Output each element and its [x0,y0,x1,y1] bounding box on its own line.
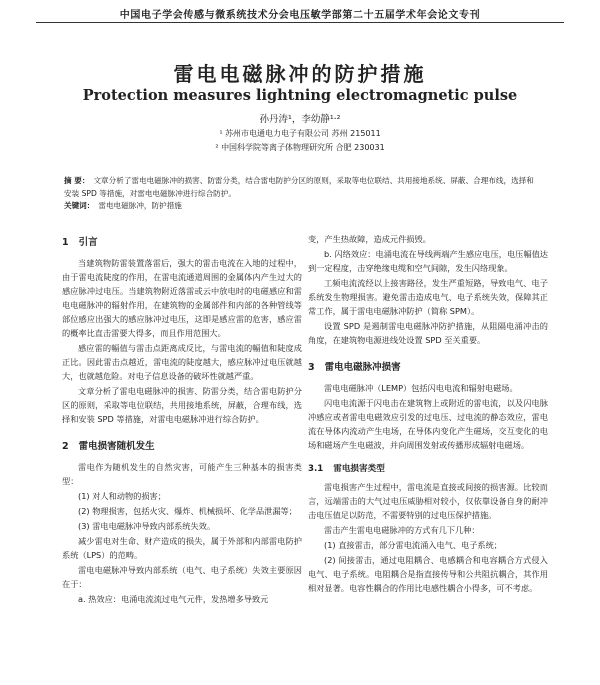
header-divider [36,22,564,23]
authors: 孙丹涛¹，李幼静¹·² [259,114,341,125]
paper-title-chinese: 雷电电磁脉冲的防护措施 [173,62,427,86]
list-item: b. 闪络效应：电涌电流在导线两端产生感应电压，电压幅值达到一定程度，击穿绝缘电缆和空气间隙，发生闪络现象。 [308,249,548,273]
running-header: 中国电子学会传感与微系统技术分会电压敏学部第二十五届学术年会论文专刊 [119,10,481,21]
keywords-text: 雷电电磁脉冲，防护措施 [98,201,182,210]
paragraph: 设置 SPD 是遏制雷电电磁脉冲防护措施，从阻隔电涌冲击的角度，在建筑物电源进线处设置 SPD 至关重要。 [308,321,548,345]
paragraph: 雷击产生雷电电磁脉冲的方式有几下几种： [324,525,480,535]
list-item: (2) 间接雷击，通过电阻耦合、电感耦合和电容耦合方式侵入电气、电子系统。电阻耦合是指直接传导和公共阻抗耦合，其作用相对显著。电容性耦合的作用比电感性耦合小得多，可不考虑。 [308,555,548,593]
list-item: (2) 物理损害，包括火灾、爆炸、机械损坏、化学品泄漏等； [78,506,297,516]
affiliation-2: ² 中国科学院等离子体物理研究所 合肥 230031 [215,143,385,152]
list-item: (1) 直接雷击，部分雷电流涌入电气、电子系统； [324,540,502,550]
paragraph: 感应雷的幅值与雷击点距离成反比，与雷电流的幅值和陡度成正比。因此雷击点越近，雷电流的陡度越大，感应脉冲过电压就越大，也就越危险。对电子信息设备的破坏性就越严重。 [62,343,302,381]
paragraph: 工频电流流经以上接害路径，发生严重短路，导致电气、电子系统发生物理损害。避免雷击造成电气、电子系统失效，保障其正常工作，属于雷电电磁脉冲防护（简称 SPM）。 [308,278,548,316]
paragraph: 雷电电磁脉冲（LEMP）包括闪电电流和辐射电磁场。 [324,383,518,393]
left-column [62,222,302,607]
paper-title-english: Protection measures lightning electromagnetic pulse [82,87,518,104]
keywords [64,200,540,211]
paragraph: 闪电电流源于闪电击在建筑物上或附近的雷电流，以及闪电脉冲感应或者雷电电磁效应引发的过电压、过电流的静态效应，雷电流在导体内流动产生电场，在导体内变化产生磁场，交互变化的电场和磁场产生电磁波，并向周围发射或传播形成辐射电磁场。 [308,398,548,450]
paragraph: 文章分析了雷电电磁脉冲的损害、防雷分类，结合雷电防护分区的原则，采取等电位联结，共用接地系统，屏蔽，合理布线，选择和安装 SPD 等措施，对雷电电磁脉冲进行综合防护。 [62,386,302,424]
right-column [308,232,548,596]
paragraph: 减少雷电对生命、财产造成的损失，属于外部和内部雷电防护系统（LPS）的范畴。 [62,536,302,560]
section-heading-1: 1 引言 [62,237,98,248]
affiliation-1: ¹ 苏州市电通电力电子有限公司 苏州 215011 [219,129,381,138]
keywords-label: 关键词： [64,201,95,210]
section-heading-3: 3 雷电电磁脉冲损害 [308,362,401,373]
paragraph: 当建筑物防雷装置落雷后，强大的雷击电流在入地的过程中，由于雷电流陡度的作用，在雷电流通道周围的金属体内产生过大的感应脉冲过电压。当建筑物附近落雷或云中放电时的电磁感应和雷电电磁脉冲的辐射作用，在建筑物的金属部件和内部的各种管线等部位感应出强大的感应脉冲过电压，这即是感应雷的危害，感应雷的概率比直击雷要大得多，而且作用范围大。 [62,258,302,338]
section-heading-2: 2 雷电损害随机发生 [62,441,155,452]
list-item: a. 热效应：电涌电流流过电气元件，发热增多导致元 [78,594,269,604]
paragraph: 雷电电磁脉冲导致内部系统（电气、电子系统）失效主要原因在于： [62,565,302,589]
subsection-heading-3-1: 3.1 雷电损害类型 [308,464,385,474]
paragraph: 雷电作为随机发生的自然灾害，可能产生三种基本的损害类型： [62,462,302,486]
paragraph: 变，产生热故障，造成元件损毁。 [308,234,431,244]
list-item: (1) 对人和动物的损害； [78,491,166,501]
abstract-text: 文章分析了雷电电磁脉冲的损害、防雷分类，结合雷电防护分区的原则，采取等电位联结、共用接地系统、屏蔽、合理布线，选择和安装 SPD 等措施，对雷电电磁脉冲进行综合防护。 [64,176,534,198]
paragraph: 雷电损害产生过程中，雷电流是直接或间接的损害源。比较而言，远端雷击的大气过电压威胁相对较小，仅依靠设备自身的耐冲击电压值足以防范，不需要特别的过电压保护措施。 [308,482,548,520]
abstract [64,174,540,200]
abstract-label: 摘 要： [64,176,90,185]
list-item: (3) 雷电电磁脉冲导致内部系统失效。 [78,521,216,531]
